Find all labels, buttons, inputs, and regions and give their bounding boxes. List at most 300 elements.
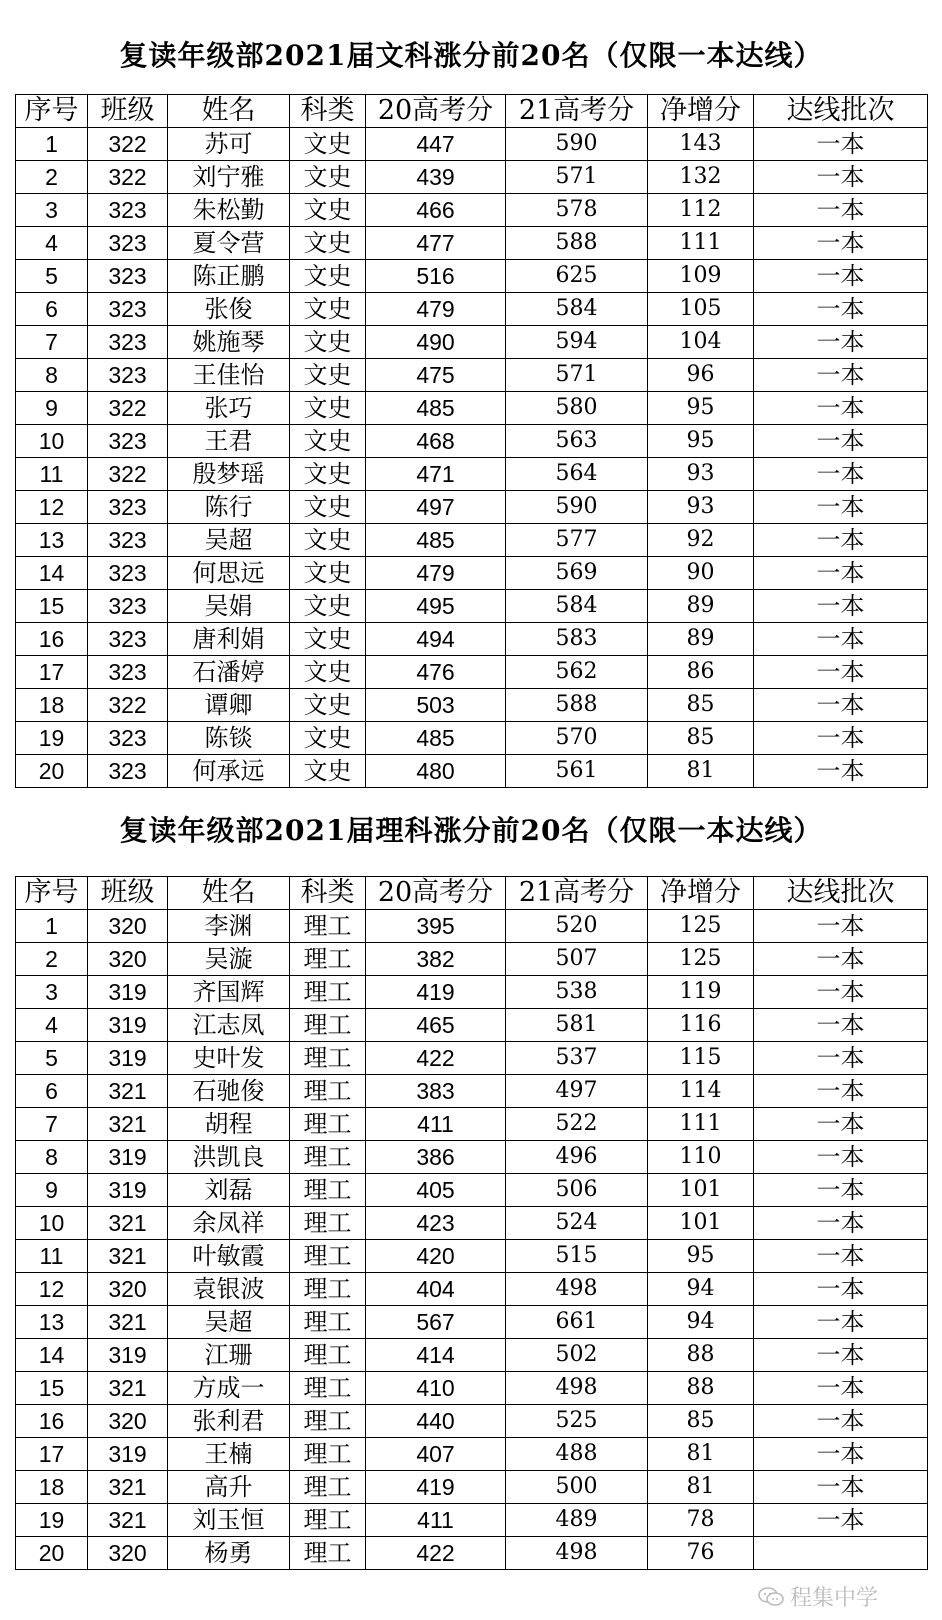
cell-name: 刘玉恒: [168, 1504, 290, 1537]
header-batch: 达线批次: [754, 95, 928, 128]
table-row: [16, 1504, 928, 1537]
cell-gain: 101: [648, 1174, 754, 1207]
table-row: [16, 458, 928, 491]
cell-class: 323: [88, 623, 168, 656]
cell-class: 320: [88, 943, 168, 976]
cell-gain: 90: [648, 557, 754, 590]
cell-batch: 一本: [754, 1141, 928, 1174]
table-row: [16, 1537, 928, 1570]
cell-class: 321: [88, 1075, 168, 1108]
cell-class: 323: [88, 425, 168, 458]
cell-type: 理工: [290, 1471, 366, 1504]
cell-gain: 125: [648, 910, 754, 943]
cell-type: 理工: [290, 1240, 366, 1273]
cell-score20: 466: [366, 194, 506, 227]
cell-score21: 489: [506, 1504, 648, 1537]
cell-score21: 488: [506, 1438, 648, 1471]
table-row: [16, 1471, 928, 1504]
cell-name: 石潘婷: [168, 656, 290, 689]
cell-score20: 475: [366, 359, 506, 392]
cell-class: 323: [88, 557, 168, 590]
cell-name: 苏可: [168, 128, 290, 161]
cell-batch: 一本: [754, 1438, 928, 1471]
cell-seq: 12: [16, 1273, 88, 1306]
cell-seq: 7: [16, 1108, 88, 1141]
cell-batch: 一本: [754, 1174, 928, 1207]
cell-name: 何承远: [168, 755, 290, 788]
cell-name: 高升: [168, 1471, 290, 1504]
cell-gain: 111: [648, 227, 754, 260]
cell-name: 李渊: [168, 910, 290, 943]
cell-name: 夏令营: [168, 227, 290, 260]
cell-batch: 一本: [754, 1009, 928, 1042]
liberal-arts-title: 复读年级部2021届文科涨分前20名（仅限一本达线）: [119, 39, 823, 72]
cell-type: 文史: [290, 656, 366, 689]
cell-gain: 85: [648, 1405, 754, 1438]
cell-seq: 3: [16, 976, 88, 1009]
cell-score20: 411: [366, 1108, 506, 1141]
table-row: [16, 1240, 928, 1273]
cell-class: 323: [88, 524, 168, 557]
cell-type: 文史: [290, 458, 366, 491]
cell-score21: 496: [506, 1141, 648, 1174]
table-row: [16, 1372, 928, 1405]
cell-gain: 111: [648, 1108, 754, 1141]
cell-name: 胡程: [168, 1108, 290, 1141]
cell-name: 王楠: [168, 1438, 290, 1471]
header-batch: 达线批次: [754, 877, 928, 910]
cell-score20: 420: [366, 1240, 506, 1273]
table-row: [16, 590, 928, 623]
cell-seq: 20: [16, 755, 88, 788]
cell-score21: 500: [506, 1471, 648, 1504]
cell-type: 理工: [290, 1339, 366, 1372]
cell-type: 文史: [290, 722, 366, 755]
cell-score20: 497: [366, 491, 506, 524]
cell-name: 江志凤: [168, 1009, 290, 1042]
table-row: [16, 260, 928, 293]
cell-score20: 422: [366, 1537, 506, 1570]
cell-type: 文史: [290, 359, 366, 392]
header-gain: 净增分: [648, 95, 754, 128]
cell-gain: 85: [648, 722, 754, 755]
cell-class: 323: [88, 722, 168, 755]
science-title: 复读年级部2021届理科涨分前20名（仅限一本达线）: [119, 814, 823, 847]
cell-seq: 6: [16, 1075, 88, 1108]
cell-type: 理工: [290, 1108, 366, 1141]
cell-type: 文史: [290, 623, 366, 656]
cell-gain: 115: [648, 1042, 754, 1075]
cell-seq: 6: [16, 293, 88, 326]
cell-seq: 8: [16, 359, 88, 392]
cell-type: 理工: [290, 1009, 366, 1042]
cell-score20: 503: [366, 689, 506, 722]
header-name: 姓名: [168, 95, 290, 128]
cell-name: 陈行: [168, 491, 290, 524]
cell-score21: 498: [506, 1273, 648, 1306]
cell-score20: 382: [366, 943, 506, 976]
cell-score20: 422: [366, 1042, 506, 1075]
cell-gain: 96: [648, 359, 754, 392]
cell-seq: 16: [16, 1405, 88, 1438]
cell-score20: 477: [366, 227, 506, 260]
cell-gain: 101: [648, 1207, 754, 1240]
cell-seq: 17: [16, 1438, 88, 1471]
cell-seq: 11: [16, 458, 88, 491]
cell-name: 吴超: [168, 524, 290, 557]
cell-seq: 16: [16, 623, 88, 656]
cell-gain: 81: [648, 755, 754, 788]
cell-gain: 95: [648, 1240, 754, 1273]
cell-gain: 88: [648, 1372, 754, 1405]
cell-class: 321: [88, 1471, 168, 1504]
cell-gain: 89: [648, 623, 754, 656]
cell-score21: 515: [506, 1240, 648, 1273]
cell-seq: 10: [16, 425, 88, 458]
cell-batch: 一本: [754, 689, 928, 722]
cell-gain: 81: [648, 1438, 754, 1471]
liberal-arts-section: [15, 0, 927, 788]
cell-gain: 116: [648, 1009, 754, 1042]
cell-name: 张巧: [168, 392, 290, 425]
cell-score20: 494: [366, 623, 506, 656]
cell-class: 322: [88, 161, 168, 194]
cell-gain: 119: [648, 976, 754, 1009]
cell-class: 319: [88, 1174, 168, 1207]
cell-batch: 一本: [754, 1207, 928, 1240]
cell-seq: 2: [16, 161, 88, 194]
cell-type: 文史: [290, 689, 366, 722]
table-row: [16, 194, 928, 227]
table-row: [16, 392, 928, 425]
cell-class: 323: [88, 260, 168, 293]
cell-score20: 480: [366, 755, 506, 788]
cell-class: 322: [88, 128, 168, 161]
chat-bubble-icon: [758, 1586, 784, 1608]
cell-score20: 407: [366, 1438, 506, 1471]
cell-type: 理工: [290, 1042, 366, 1075]
cell-name: 张利君: [168, 1405, 290, 1438]
cell-batch: 一本: [754, 976, 928, 1009]
cell-type: 理工: [290, 1438, 366, 1471]
cell-batch: 一本: [754, 1372, 928, 1405]
cell-score21: 578: [506, 194, 648, 227]
cell-class: 323: [88, 491, 168, 524]
table-row: [16, 1141, 928, 1174]
table-row: [16, 722, 928, 755]
cell-seq: 18: [16, 1471, 88, 1504]
cell-type: 理工: [290, 1372, 366, 1405]
cell-gain: 76: [648, 1537, 754, 1570]
cell-class: 319: [88, 1339, 168, 1372]
cell-batch: 一本: [754, 755, 928, 788]
cell-seq: 17: [16, 656, 88, 689]
cell-score20: 419: [366, 1471, 506, 1504]
table-row: [16, 128, 928, 161]
table-row: [16, 491, 928, 524]
cell-type: 理工: [290, 1174, 366, 1207]
cell-batch: 一本: [754, 656, 928, 689]
header-type: 科类: [290, 877, 366, 910]
cell-name: 刘宁雅: [168, 161, 290, 194]
cell-name: 方成一: [168, 1372, 290, 1405]
cell-batch: 一本: [754, 524, 928, 557]
cell-batch: 一本: [754, 1339, 928, 1372]
cell-score21: 561: [506, 755, 648, 788]
cell-score20: 471: [366, 458, 506, 491]
cell-score21: 537: [506, 1042, 648, 1075]
table-row: [16, 1405, 928, 1438]
cell-name: 唐利娟: [168, 623, 290, 656]
cell-seq: 14: [16, 1339, 88, 1372]
table-row: [16, 425, 928, 458]
cell-name: 叶敏霞: [168, 1240, 290, 1273]
cell-score20: 485: [366, 392, 506, 425]
cell-seq: 5: [16, 1042, 88, 1075]
table-row: [16, 1207, 928, 1240]
cell-seq: 15: [16, 590, 88, 623]
cell-seq: 20: [16, 1537, 88, 1570]
cell-class: 323: [88, 227, 168, 260]
cell-gain: 88: [648, 1339, 754, 1372]
cell-score21: 570: [506, 722, 648, 755]
cell-class: 323: [88, 359, 168, 392]
cell-score21: 625: [506, 260, 648, 293]
cell-score21: 538: [506, 976, 648, 1009]
cell-type: 理工: [290, 1504, 366, 1537]
cell-score20: 485: [366, 524, 506, 557]
cell-score21: 590: [506, 491, 648, 524]
table-row: [16, 689, 928, 722]
cell-seq: 13: [16, 1306, 88, 1339]
cell-score21: 577: [506, 524, 648, 557]
cell-name: 杨勇: [168, 1537, 290, 1570]
cell-gain: 78: [648, 1504, 754, 1537]
cell-score21: 583: [506, 623, 648, 656]
cell-seq: 10: [16, 1207, 88, 1240]
header-gain: 净增分: [648, 877, 754, 910]
cell-name: 袁银波: [168, 1273, 290, 1306]
cell-batch: 一本: [754, 491, 928, 524]
table-row: [16, 161, 928, 194]
cell-seq: 3: [16, 194, 88, 227]
header-score20: 20高考分: [366, 877, 506, 910]
cell-score20: 414: [366, 1339, 506, 1372]
cell-score20: 439: [366, 161, 506, 194]
cell-score21: 498: [506, 1372, 648, 1405]
cell-gain: 109: [648, 260, 754, 293]
cell-seq: 11: [16, 1240, 88, 1273]
cell-score21: 520: [506, 910, 648, 943]
header-type: 科类: [290, 95, 366, 128]
cell-name: 朱松勤: [168, 194, 290, 227]
header-seq: 序号: [16, 95, 88, 128]
table-row: [16, 557, 928, 590]
table-body: [16, 128, 928, 788]
cell-batch: 一本: [754, 293, 928, 326]
header-row: [16, 95, 928, 128]
cell-score20: 423: [366, 1207, 506, 1240]
cell-batch: 一本: [754, 943, 928, 976]
cell-seq: 18: [16, 689, 88, 722]
cell-gain: 93: [648, 491, 754, 524]
cell-score21: 594: [506, 326, 648, 359]
table-row: [16, 1009, 928, 1042]
cell-type: 理工: [290, 943, 366, 976]
cell-name: 陈正鹏: [168, 260, 290, 293]
table-row: [16, 293, 928, 326]
table-row: [16, 227, 928, 260]
cell-batch: 一本: [754, 392, 928, 425]
cell-name: 刘磊: [168, 1174, 290, 1207]
cell-score20: 567: [366, 1306, 506, 1339]
cell-class: 323: [88, 755, 168, 788]
cell-class: 319: [88, 1438, 168, 1471]
cell-batch: 一本: [754, 359, 928, 392]
science-section: [15, 810, 927, 1570]
cell-gain: 94: [648, 1306, 754, 1339]
cell-name: 史叶发: [168, 1042, 290, 1075]
cell-type: 文史: [290, 557, 366, 590]
cell-class: 320: [88, 1405, 168, 1438]
cell-gain: 104: [648, 326, 754, 359]
cell-gain: 85: [648, 689, 754, 722]
cell-name: 姚施琴: [168, 326, 290, 359]
cell-gain: 81: [648, 1471, 754, 1504]
cell-type: 理工: [290, 1306, 366, 1339]
cell-class: 321: [88, 1108, 168, 1141]
cell-type: 理工: [290, 976, 366, 1009]
cell-type: 理工: [290, 1273, 366, 1306]
cell-score20: 479: [366, 293, 506, 326]
cell-score21: 506: [506, 1174, 648, 1207]
cell-class: 320: [88, 1273, 168, 1306]
header-name: 姓名: [168, 877, 290, 910]
cell-class: 322: [88, 392, 168, 425]
cell-batch: 一本: [754, 161, 928, 194]
cell-batch: 一本: [754, 910, 928, 943]
cell-score21: 524: [506, 1207, 648, 1240]
table-row: [16, 943, 928, 976]
table-row: [16, 359, 928, 392]
cell-score20: 447: [366, 128, 506, 161]
cell-type: 文史: [290, 491, 366, 524]
cell-score21: 498: [506, 1537, 648, 1570]
cell-gain: 125: [648, 943, 754, 976]
cell-gain: 92: [648, 524, 754, 557]
cell-batch: 一本: [754, 1405, 928, 1438]
cell-seq: 4: [16, 1009, 88, 1042]
table-row: [16, 1273, 928, 1306]
cell-score20: 465: [366, 1009, 506, 1042]
cell-score20: 386: [366, 1141, 506, 1174]
cell-name: 齐国辉: [168, 976, 290, 1009]
header-row: [16, 877, 928, 910]
cell-score21: 522: [506, 1108, 648, 1141]
cell-gain: 143: [648, 128, 754, 161]
cell-gain: 94: [648, 1273, 754, 1306]
cell-seq: 14: [16, 557, 88, 590]
cell-type: 文史: [290, 590, 366, 623]
cell-batch: 一本: [754, 1504, 928, 1537]
cell-batch: 一本: [754, 458, 928, 491]
cell-score21: 571: [506, 161, 648, 194]
table-row: [16, 976, 928, 1009]
cell-batch: 一本: [754, 1471, 928, 1504]
cell-type: 文史: [290, 227, 366, 260]
cell-name: 何思远: [168, 557, 290, 590]
cell-class: 322: [88, 689, 168, 722]
cell-score20: 476: [366, 656, 506, 689]
cell-score20: 419: [366, 976, 506, 1009]
cell-gain: 105: [648, 293, 754, 326]
header-score20: 20高考分: [366, 95, 506, 128]
watermark: [758, 1581, 878, 1612]
cell-seq: 2: [16, 943, 88, 976]
cell-score21: 563: [506, 425, 648, 458]
cell-name: 洪凯良: [168, 1141, 290, 1174]
cell-name: 殷梦瑶: [168, 458, 290, 491]
cell-score20: 490: [366, 326, 506, 359]
cell-seq: 9: [16, 392, 88, 425]
cell-score21: 564: [506, 458, 648, 491]
cell-type: 文史: [290, 425, 366, 458]
cell-batch: 一本: [754, 1240, 928, 1273]
cell-score21: 661: [506, 1306, 648, 1339]
cell-batch: 一本: [754, 557, 928, 590]
table-row: [16, 1174, 928, 1207]
cell-seq: 19: [16, 722, 88, 755]
cell-seq: 7: [16, 326, 88, 359]
cell-batch: 一本: [754, 1108, 928, 1141]
cell-score20: 440: [366, 1405, 506, 1438]
cell-gain: 132: [648, 161, 754, 194]
cell-class: 321: [88, 1504, 168, 1537]
cell-name: 谭卿: [168, 689, 290, 722]
cell-class: 321: [88, 1372, 168, 1405]
cell-score21: 581: [506, 1009, 648, 1042]
cell-class: 323: [88, 326, 168, 359]
cell-score20: 516: [366, 260, 506, 293]
cell-class: 323: [88, 194, 168, 227]
cell-type: 文史: [290, 392, 366, 425]
cell-class: 320: [88, 1537, 168, 1570]
cell-gain: 114: [648, 1075, 754, 1108]
cell-score21: 497: [506, 1075, 648, 1108]
cell-name: 石驰俊: [168, 1075, 290, 1108]
cell-seq: 13: [16, 524, 88, 557]
cell-score20: 383: [366, 1075, 506, 1108]
cell-name: 江珊: [168, 1339, 290, 1372]
cell-gain: 93: [648, 458, 754, 491]
cell-class: 320: [88, 910, 168, 943]
cell-seq: 15: [16, 1372, 88, 1405]
cell-type: 理工: [290, 1405, 366, 1438]
cell-score20: 479: [366, 557, 506, 590]
cell-score21: 584: [506, 590, 648, 623]
liberal-arts-table: [15, 94, 928, 788]
cell-score20: 405: [366, 1174, 506, 1207]
cell-seq: 8: [16, 1141, 88, 1174]
cell-seq: 9: [16, 1174, 88, 1207]
cell-score21: 502: [506, 1339, 648, 1372]
cell-type: 文史: [290, 524, 366, 557]
cell-type: 文史: [290, 260, 366, 293]
cell-class: 319: [88, 1009, 168, 1042]
table-row: [16, 1339, 928, 1372]
header-seq: 序号: [16, 877, 88, 910]
cell-batch: 一本: [754, 1306, 928, 1339]
